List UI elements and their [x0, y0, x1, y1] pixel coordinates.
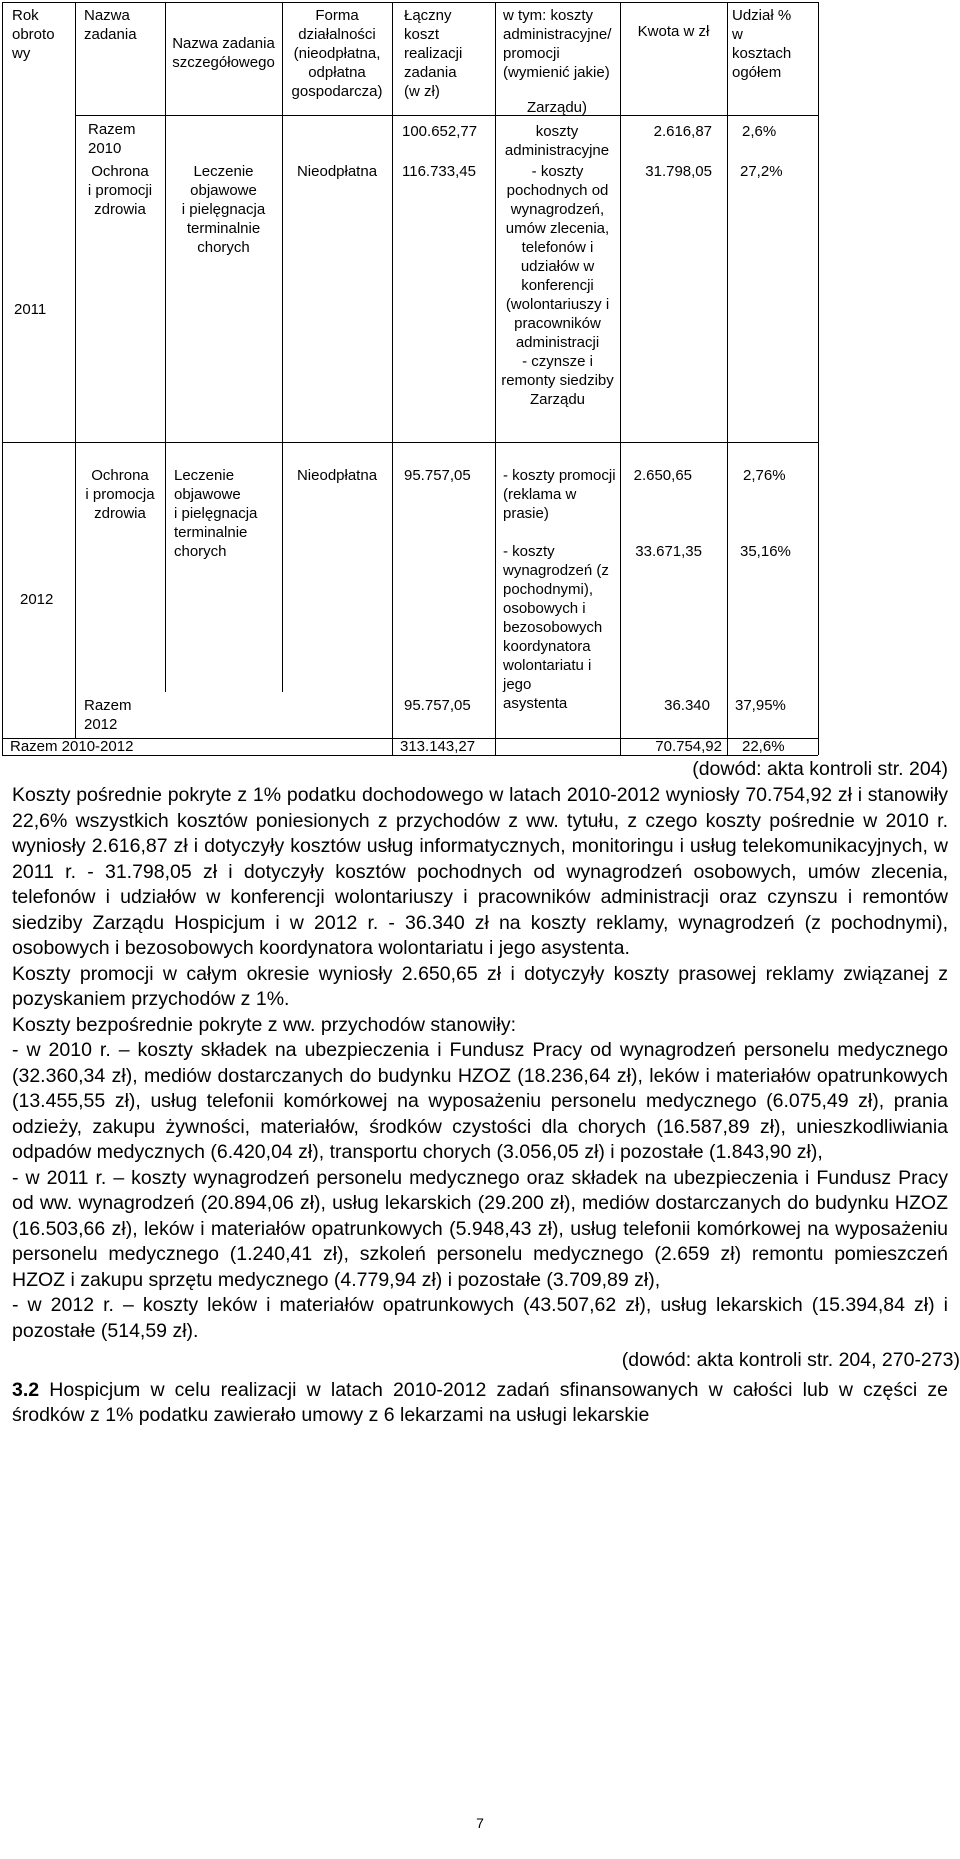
year-2011: 2011	[14, 301, 47, 318]
grand-total-amount: 70.754,92	[655, 738, 722, 755]
table-rule	[282, 2, 283, 692]
header-year: Rok obroto wy	[12, 7, 55, 62]
year-2012: 2012	[20, 591, 54, 608]
razem-2012-total: 95.757,05	[404, 697, 471, 714]
share-2011: 27,2%	[740, 163, 783, 180]
header-share: Udział % w kosztach ogółem	[732, 7, 792, 81]
source-note-2: (dowód: akta kontroli str. 204, 270-273)	[621, 1349, 960, 1371]
table-rule	[165, 2, 166, 692]
paragraph-section-3-2	[12, 1378, 948, 1429]
razem-2012-label: Razem 2012	[84, 697, 132, 733]
carry-over-text: Zarządu)	[526, 99, 588, 116]
body-text	[12, 783, 960, 1429]
grand-total-label: Razem 2010-2012	[10, 738, 134, 755]
table-rule	[392, 2, 393, 755]
paragraph-direct-costs-2011: - w 2011 r. – koszty wynagrodzeń personelu medycznego oraz składek na ubezpieczenia i Fundusz Pracy od ww. wynagrodzeń (20.894,06 zł), usług lekarskich (29.200 zł), mediów dostarczanych do budynku HZOZ (16.503,66 zł), leków i materiałów opatrunkowych (5.948,43 zł), usług telefonii komórkowej na wyposażeniu personelu medycznego (1.240,41 zł), szkoleń personelu medycznego (2.659 zł) remontu pomieszczeń HZOZ i zakupu sprzętu medycznego (4.779,94 zł) i pozostałe (3.709,89 zł),	[12, 1166, 948, 1291]
razem-2012-amount: 36.340	[664, 697, 710, 714]
header-cost-type: w tym: koszty administracyjne/ promocji (wymienić jakie)	[503, 7, 612, 81]
paragraph-direct-costs-2010: - w 2010 r. – koszty składek na ubezpieczenia i Fundusz Pracy od wynagrodzeń personelu medycznego (32.360,34 zł), mediów dostarczanych do budynku HZOZ (18.236,64 zł), leków i materiałów opatrunkowych (13.455,55 zł), usług telefonii komórkowej na wyposażeniu personelu medycznego (6.075,49 zł), prania odzieży, zakupu żywności, materiałów, środków czystości dla chorych (16.587,89 zł), unieszkodliwiania odpadów medycznych (6.420,04 zł), transportu chorych (3.056,05 zł) i pozostałe (1.843,90 zł),	[12, 1039, 948, 1163]
desc-2012-promotion: - koszty promocji (reklama w prasie)	[503, 467, 616, 522]
header-task-detail: Nazwa zadania szczegółowego	[172, 35, 275, 71]
task-detail-2012: Leczenie objawowe i pielęgnacja terminalnie chorych	[174, 467, 258, 560]
razem-2010-desc: koszty administracyjne	[504, 123, 610, 159]
form-2011: Nieodpłatna	[296, 163, 378, 180]
razem-2010-share: 2,6%	[742, 123, 777, 140]
table-rule	[75, 2, 76, 738]
paragraph-promotion-costs: Koszty promocji w całym okresie wyniosły 2.650,65 zł i dotyczyły koszty prasowej reklamy związanej z pozyskaniem przychodów z 1%.	[12, 962, 948, 1010]
amount-2011: 31.798,05	[645, 163, 712, 180]
razem-2012-share: 37,95%	[735, 697, 786, 714]
paragraph-direct-costs-intro: Koszty bezpośrednie pokryte z ww. przychodów stanowiły:	[12, 1013, 516, 1036]
table-rule	[2, 2, 818, 3]
amount-2012-salaries: 33.671,35	[635, 543, 702, 560]
section-number: 3.2	[12, 1378, 40, 1401]
table-rule	[2, 442, 818, 443]
total-2012: 95.757,05	[404, 467, 471, 484]
header-amount: Kwota w zł	[637, 23, 710, 40]
form-2012: Nieodpłatna	[296, 467, 378, 484]
header-form: Forma działalności (nieodpłatna, odpłatna gospodarcza)	[291, 7, 383, 100]
grand-total-share: 22,6%	[742, 738, 785, 755]
header-task: Nazwa zadania	[84, 7, 137, 43]
amount-2012-promotion: 2.650,65	[633, 467, 692, 484]
paragraph-direct-costs-2012: - w 2012 r. – koszty leków i materiałów opatrunkowych (43.507,62 zł), usług lekarskich (15.394,84 zł) i pozostałe (514,59 zł).	[12, 1294, 948, 1342]
task-detail-2011: Leczenie objawowe i pielęgnacja terminalnie chorych	[181, 163, 266, 256]
desc-2011: - koszty pochodnych od wynagrodzeń, umów zlecenia, telefonów i udziałów w konferencji (wolontariuszy i pracowników administracji - czynsze i remonty siedziby Zarządu	[501, 163, 614, 408]
paragraph-indirect-costs: Koszty pośrednie pokryte z 1% podatku dochodowego w latach 2010-2012 wyniosły 70.754,92 zł i stanowiły 22,6% wszystkich kosztów poniesionych z przychodów z ww. tytułu, z czego koszty pośrednie w 2010 r. wyniosły 2.616,87 zł i dotyczyły kosztów usług informatycznych, monitoringu i usług telekomunikacyjnych, w 2011 r. - 31.798,05 zł i dotyczyły kosztów pochodnych od wynagrodzeń osobowych, umów zlecenia, telefonów i udziałów w konferencji wolontariuszy i pracowników administracji oraz czynszu i remontów siedziby Zarządu Hospicjum i w 2012 r. - 36.340 zł na koszty reklamy, wynagrodzeń (z pochodnymi), osobowych i bezosobowych koordynatora wolontariatu i jego asystenta.	[12, 784, 948, 959]
total-2011: 116.733,45	[402, 163, 476, 180]
section-text: Hospicjum w celu realizacji w latach 2010-2012 zadań sfinansowanych w całości lub w części ze środków z 1% podatku zawierało umowy z 6 lekarzami na usługi lekarskie	[12, 1378, 948, 1426]
grand-total-cost: 313.143,27	[400, 738, 476, 755]
table-rule	[495, 2, 496, 755]
task-2011: Ochrona i promocji zdrowia	[87, 163, 153, 218]
share-2012-salaries: 35,16%	[740, 543, 791, 560]
table-rule	[727, 2, 728, 755]
header-total-cost: Łączny koszt realizacji zadania (w zł)	[404, 7, 463, 100]
cost-table	[0, 0, 960, 760]
razem-2010-total: 100.652,77	[402, 123, 478, 140]
source-note-1: (dowód: akta kontroli str. 204)	[692, 758, 948, 780]
task-2012: Ochrona i promocja zdrowia	[85, 467, 155, 522]
razem-2010-label: Razem 2010	[88, 121, 136, 157]
table-rule	[75, 115, 818, 116]
table-rule	[818, 2, 819, 755]
page-number: 7	[476, 1815, 484, 1831]
razem-2010-amount: 2.616,87	[653, 123, 712, 140]
desc-2012-salaries: - koszty wynagrodzeń (z pochodnymi), osobowych i bezosobowych koordynatora wolontariatu i jego asystenta	[503, 543, 609, 712]
table-rule	[620, 2, 621, 755]
share-2012-promotion: 2,76%	[743, 467, 786, 484]
table-rule	[2, 2, 3, 755]
